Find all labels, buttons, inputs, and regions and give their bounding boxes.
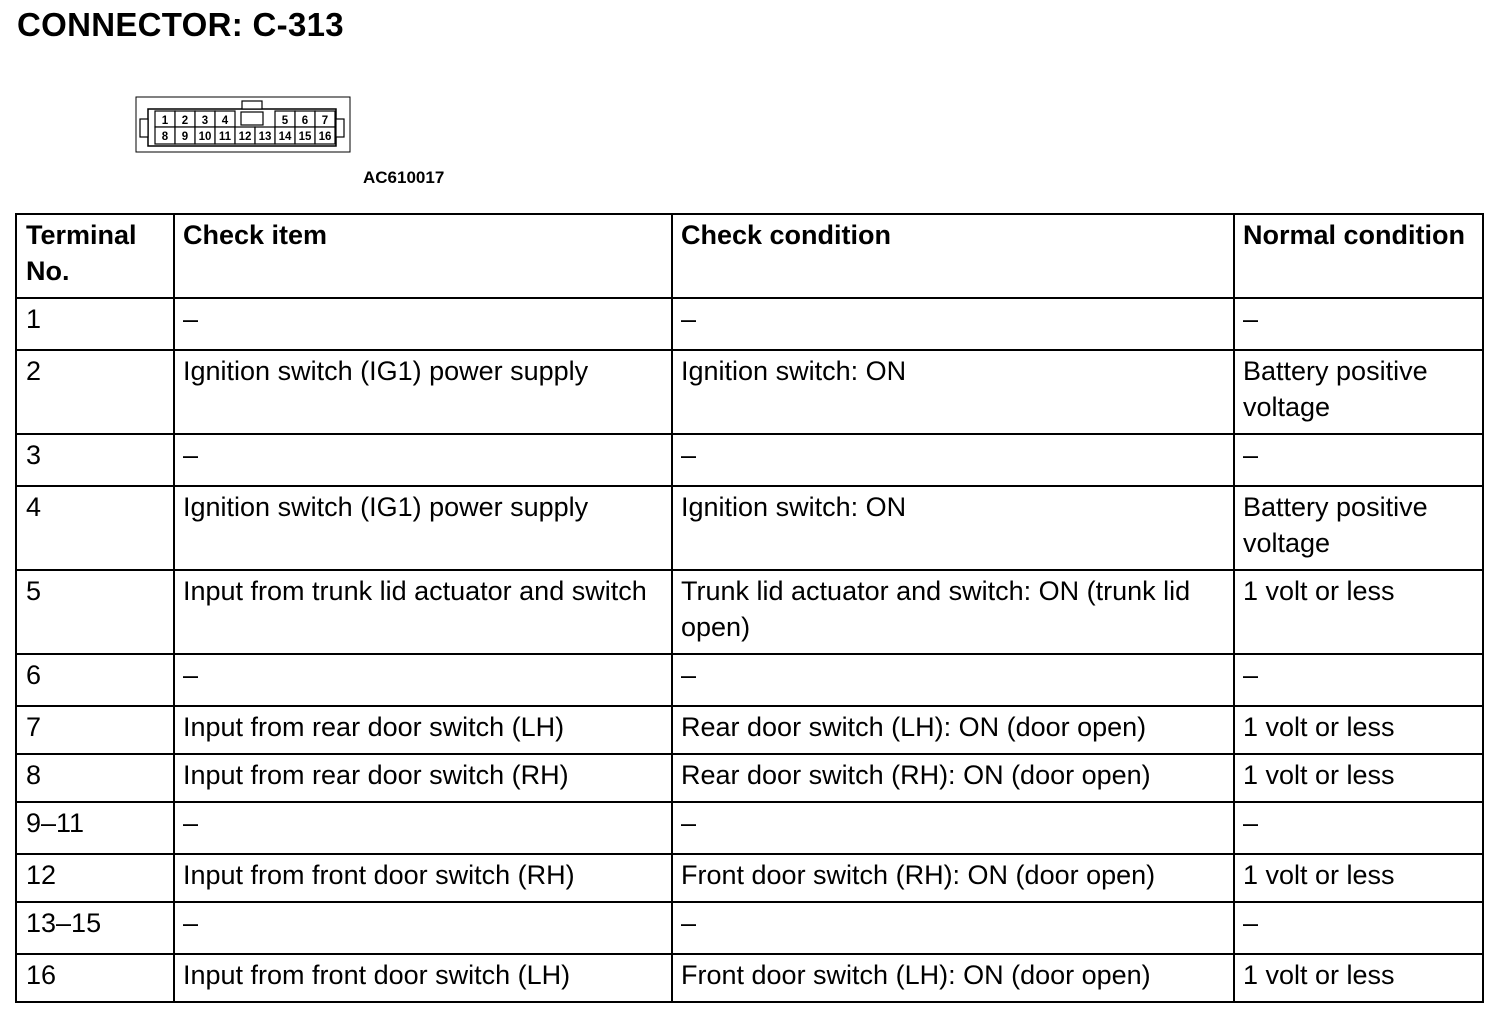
table-row bbox=[16, 570, 1483, 654]
terminal-cell: 5 bbox=[16, 570, 174, 654]
pin-label: 5 bbox=[281, 115, 289, 127]
connector-diagram bbox=[135, 96, 351, 153]
terminal-cell: 13–15 bbox=[16, 902, 174, 954]
terminal-cell: 4 bbox=[16, 486, 174, 570]
terminal-cell: 9–11 bbox=[16, 802, 174, 854]
check-condition-cell: Rear door switch (LH): ON (door open) bbox=[672, 706, 1234, 754]
table-row bbox=[16, 486, 1483, 570]
header-check-item: Check item bbox=[174, 214, 672, 298]
connector-outline bbox=[135, 96, 351, 153]
pin-label: 9 bbox=[181, 131, 189, 143]
check-condition-cell: – bbox=[672, 654, 1234, 706]
check-condition-cell: – bbox=[672, 434, 1234, 486]
pin-label: 13 bbox=[258, 131, 272, 143]
table-row bbox=[16, 654, 1483, 706]
header-terminal-no: Terminal No. bbox=[16, 214, 174, 298]
check-item-cell: – bbox=[174, 434, 672, 486]
table-row bbox=[16, 434, 1483, 486]
page-title: CONNECTOR: C-313 bbox=[17, 6, 344, 43]
pin-label: 11 bbox=[218, 131, 232, 143]
figure-code: AC610017 bbox=[363, 168, 445, 187]
check-item-cell: – bbox=[174, 654, 672, 706]
normal-condition-cell: – bbox=[1234, 654, 1483, 706]
check-item-cell: Ignition switch (IG1) power supply bbox=[174, 486, 672, 570]
check-item-cell: Input from trunk lid actuator and switch bbox=[174, 570, 672, 654]
pin-label: 14 bbox=[278, 131, 292, 143]
check-item-cell: Input from front door switch (LH) bbox=[174, 954, 672, 1002]
table-row bbox=[16, 350, 1483, 434]
check-item-cell: – bbox=[174, 802, 672, 854]
normal-condition-cell: 1 volt or less bbox=[1234, 706, 1483, 754]
terminal-cell: 3 bbox=[16, 434, 174, 486]
normal-condition-cell: – bbox=[1234, 298, 1483, 350]
normal-condition-cell: 1 volt or less bbox=[1234, 570, 1483, 654]
check-item-cell: – bbox=[174, 902, 672, 954]
table-row bbox=[16, 802, 1483, 854]
check-condition-cell: – bbox=[672, 902, 1234, 954]
table-row bbox=[16, 298, 1483, 350]
terminal-cell: 1 bbox=[16, 298, 174, 350]
normal-condition-cell: Battery positive voltage bbox=[1234, 350, 1483, 434]
check-item-cell: Input from rear door switch (RH) bbox=[174, 754, 672, 802]
terminal-check-table bbox=[15, 213, 1484, 1003]
check-condition-cell: Ignition switch: ON bbox=[672, 350, 1234, 434]
pin-label: 3 bbox=[201, 115, 209, 127]
table-row bbox=[16, 854, 1483, 902]
pin-label: 16 bbox=[318, 131, 332, 143]
pin-label: 8 bbox=[161, 131, 169, 143]
table-row bbox=[16, 754, 1483, 802]
check-condition-cell: Rear door switch (RH): ON (door open) bbox=[672, 754, 1234, 802]
pin-label: 12 bbox=[238, 131, 252, 143]
check-condition-cell: – bbox=[672, 802, 1234, 854]
table-row bbox=[16, 954, 1483, 1002]
pin-label: 2 bbox=[181, 115, 189, 127]
table-row bbox=[16, 902, 1483, 954]
pin-label: 15 bbox=[298, 131, 312, 143]
pin-label: 1 bbox=[161, 115, 169, 127]
check-condition-cell: Front door switch (LH): ON (door open) bbox=[672, 954, 1234, 1002]
normal-condition-cell: 1 volt or less bbox=[1234, 854, 1483, 902]
normal-condition-cell: 1 volt or less bbox=[1234, 954, 1483, 1002]
terminal-cell: 2 bbox=[16, 350, 174, 434]
terminal-cell: 6 bbox=[16, 654, 174, 706]
terminal-cell: 16 bbox=[16, 954, 174, 1002]
check-condition-cell: Front door switch (RH): ON (door open) bbox=[672, 854, 1234, 902]
normal-condition-cell: 1 volt or less bbox=[1234, 754, 1483, 802]
table-header-row bbox=[16, 214, 1483, 298]
normal-condition-cell: Battery positive voltage bbox=[1234, 486, 1483, 570]
check-item-cell: Input from front door switch (RH) bbox=[174, 854, 672, 902]
normal-condition-cell: – bbox=[1234, 434, 1483, 486]
normal-condition-cell: – bbox=[1234, 802, 1483, 854]
terminal-cell: 7 bbox=[16, 706, 174, 754]
table-row bbox=[16, 706, 1483, 754]
check-item-cell: Ignition switch (IG1) power supply bbox=[174, 350, 672, 434]
check-condition-cell: – bbox=[672, 298, 1234, 350]
check-item-cell: Input from rear door switch (LH) bbox=[174, 706, 672, 754]
pin-label: 4 bbox=[221, 115, 229, 127]
check-condition-cell: Ignition switch: ON bbox=[672, 486, 1234, 570]
pin-label: 7 bbox=[321, 115, 329, 127]
normal-condition-cell: – bbox=[1234, 902, 1483, 954]
pin-label: 6 bbox=[301, 115, 309, 127]
terminal-cell: 12 bbox=[16, 854, 174, 902]
terminal-cell: 8 bbox=[16, 754, 174, 802]
pin-label: 10 bbox=[198, 131, 212, 143]
check-condition-cell: Trunk lid actuator and switch: ON (trunk lid open) bbox=[672, 570, 1234, 654]
check-item-cell: – bbox=[174, 298, 672, 350]
header-check-condition: Check condition bbox=[672, 214, 1234, 298]
header-normal-condition: Normal condition bbox=[1234, 214, 1483, 298]
